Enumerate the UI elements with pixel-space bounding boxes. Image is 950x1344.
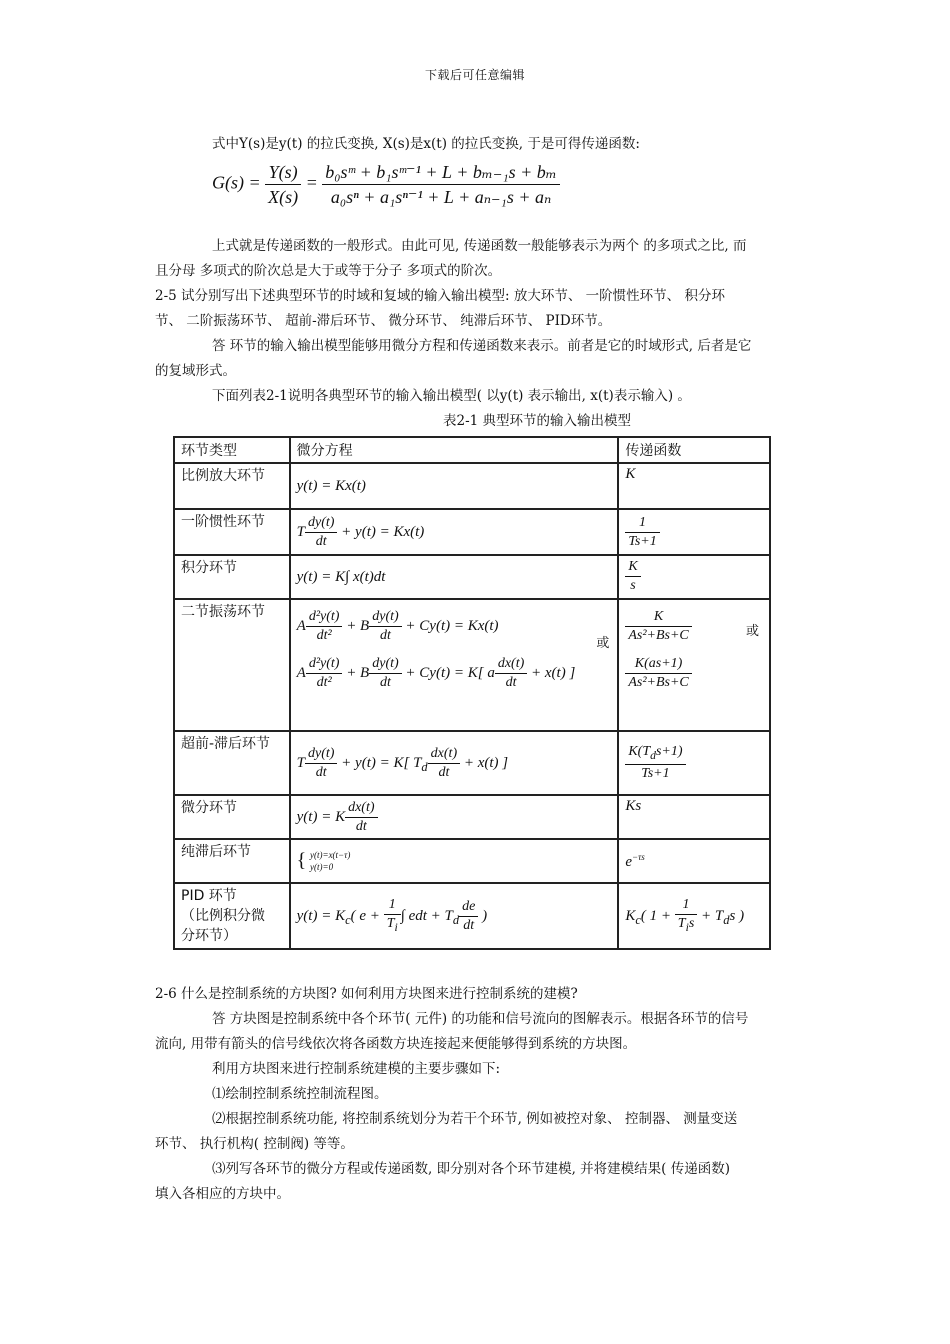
list-intro: 下面列表2-1说明各典型环节的输入输出模型( 以y(t) 表示输出, x(t)表示输入) 。 bbox=[212, 388, 691, 404]
formula-den-right: a₀sⁿ + a₁sⁿ⁻¹ + L + aₙ₋₁s + aₙ bbox=[330, 187, 552, 207]
row-transfer: $\frac{K}{s}$ bbox=[618, 555, 770, 599]
or-label-2: 或 bbox=[745, 624, 759, 639]
table-row bbox=[174, 731, 770, 795]
row-transfer: $\frac{K}{\text{As²+Bs+C}}$ 或 $\frac{K(as+1)}{\text{As²+Bs+C}}$ bbox=[618, 599, 770, 731]
table-row bbox=[174, 555, 770, 599]
paragraph-1b: 且分母 多项式的阶次总是大于或等于分子 多项式的阶次。 bbox=[155, 263, 502, 279]
question-2-5a: 2-5 试分别写出下述典型环节的时域和复域的输入输出模型: 放大环节、 一阶惯性环节、 积分环 bbox=[155, 288, 725, 304]
row-diff-eq: y(t) = K $\frac{dx(t)}{dt}$ bbox=[290, 795, 619, 839]
row-type: 纯滞后环节 bbox=[174, 839, 290, 883]
table-row bbox=[174, 883, 770, 949]
step-3a: ⑶列写各环节的微分方程或传递函数, 即分别对各个环节建模, 并将建模结果( 传递函数) bbox=[212, 1161, 730, 1177]
row-type: 二节振荡环节 bbox=[174, 599, 290, 731]
formula-num-mid: Y(s) bbox=[265, 160, 301, 185]
row-type: 超前-滞后环节 bbox=[174, 731, 290, 795]
step-1: ⑴绘制控制系统控制流程图。 bbox=[212, 1086, 388, 1102]
table-row bbox=[174, 509, 770, 555]
table-row bbox=[174, 599, 770, 731]
answer-2-5a: 答 环节的输入输出模型能够用微分方程和传递函数来表示。前者是它的时域形式, 后者是它 bbox=[212, 338, 752, 354]
formula-poly-ratio bbox=[322, 160, 560, 209]
table-row bbox=[174, 463, 770, 509]
row-diff-eq: T $\frac{dy(t)}{dt}$ + y(t) = K[ $T_d$ $\frac{dx(t)}{dt}$ + x(t) ] bbox=[290, 731, 619, 795]
table-row bbox=[174, 795, 770, 839]
row-diff-eq: $y(t) = K_c$( e + $\frac{1}{T_i}$ ∫ edt + $T_d$ $\frac{de}{dt}$ ) bbox=[290, 883, 619, 949]
row-diff-eq: { y(t)=x(t−τ) y(t)=0 bbox=[290, 839, 619, 883]
row-diff-eq: A $\frac{\text{d²y(t)}}{\text{dt²}}$ + B $\frac{dy(t)}{dt}$ + Cy(t) = Kx(t) 或 A $\frac{\text{d²y(t)}}{\text{dt²}}$ + B $\frac{dy(t)}{dt}$ + Cy(t) = K[ a $\frac{dx(t)}{dt}$ + x(t) ] bbox=[290, 599, 619, 731]
row-transfer: $\frac{1}{Ts+1}$ bbox=[618, 509, 770, 555]
paragraph-1a: 上式就是传递函数的一般形式。由此可见, 传递函数一般能够表示为两个 的多项式之比, 而 bbox=[212, 238, 747, 254]
answer-2-6b: 流向, 用带有箭头的信号线依次将各函数方块连接起来便能够得到系统的方块图。 bbox=[155, 1036, 637, 1052]
row-diff-eq: y(t) = Kx(t) bbox=[290, 463, 619, 509]
page-header: 下载后可任意编辑 bbox=[424, 68, 525, 82]
table-row bbox=[174, 839, 770, 883]
step-2b: 环节、 执行机构( 控制阀) 等等。 bbox=[155, 1136, 354, 1152]
transfer-function-formula: G(s) = $\frac{Y(s)}{X(s)}$ = $\frac{\text{b₀sᵐ + b₁sᵐ⁻¹ + L + bₘ₋₁s + bₘ}}{\text{a₀sⁿ + a₁sⁿ⁻¹ + L + aₙ₋₁s + aₙ}}$ bbox=[212, 160, 560, 209]
row-transfer: $e^{-\tau s}$ bbox=[618, 839, 770, 883]
row-transfer: Ks bbox=[618, 795, 770, 839]
header-diff-eq: 微分方程 bbox=[290, 437, 619, 463]
formula-lhs: G(s) = bbox=[212, 172, 261, 193]
row-type: PID 环节 （比例积分微 分环节） bbox=[174, 883, 290, 949]
steps-intro: 利用方块图来进行控制系统建模的主要步骤如下: bbox=[212, 1061, 501, 1077]
table-title: 表2-1 典型环节的输入输出模型 bbox=[443, 413, 632, 429]
row-diff-eq: T $\frac{dy(t)}{dt}$ + y(t) = Kx(t) bbox=[290, 509, 619, 555]
model-table bbox=[173, 436, 771, 950]
question-2-5b: 节、 二阶振荡环节、 超前-滞后环节、 微分环节、 纯滞后环节、 PID环节。 bbox=[155, 313, 612, 329]
header-type: 环节类型 bbox=[174, 437, 290, 463]
formula-den-mid: X(s) bbox=[268, 187, 299, 207]
header-transfer: 传递函数 bbox=[618, 437, 770, 463]
table-header-row bbox=[174, 437, 770, 463]
or-label: 或 bbox=[596, 636, 610, 651]
answer-2-6a: 答 方块图是控制系统中各个环节( 元件) 的功能和信号流向的图解表示。根据各环节的信号 bbox=[212, 1011, 749, 1027]
step-2a: ⑵根据控制系统功能, 将控制系统划分为若干个环节, 例如被控对象、 控制器、 测量变送 bbox=[212, 1111, 738, 1127]
row-diff-eq: y(t) = K∫ x(t)dt bbox=[290, 555, 619, 599]
row-type: 积分环节 bbox=[174, 555, 290, 599]
row-type: 比例放大环节 bbox=[174, 463, 290, 509]
row-type: 一阶惯性环节 bbox=[174, 509, 290, 555]
answer-2-5b: 的复域形式。 bbox=[155, 363, 236, 379]
row-transfer: K bbox=[618, 463, 770, 509]
formula-ratio bbox=[265, 160, 301, 209]
row-transfer: $\frac{K(T_ds+1)}{Ts+1}$ bbox=[618, 731, 770, 795]
row-transfer: $K_c$( 1 + $\frac{1}{T_is}$ + $T_ds$ ) bbox=[618, 883, 770, 949]
formula-num-right: b₀sᵐ + b₁sᵐ⁻¹ + L + bₘ₋₁s + bₘ bbox=[322, 160, 560, 185]
question-2-6: 2-6 什么是控制系统的方块图? 如何利用方块图来进行控制系统的建模? bbox=[155, 986, 578, 1002]
intro-line: 式中Y(s)是y(t) 的拉氏变换, X(s)是x(t) 的拉氏变换, 于是可得传递函数: bbox=[212, 136, 640, 152]
row-type: 微分环节 bbox=[174, 795, 290, 839]
step-3b: 填入各相应的方块中。 bbox=[155, 1186, 290, 1202]
